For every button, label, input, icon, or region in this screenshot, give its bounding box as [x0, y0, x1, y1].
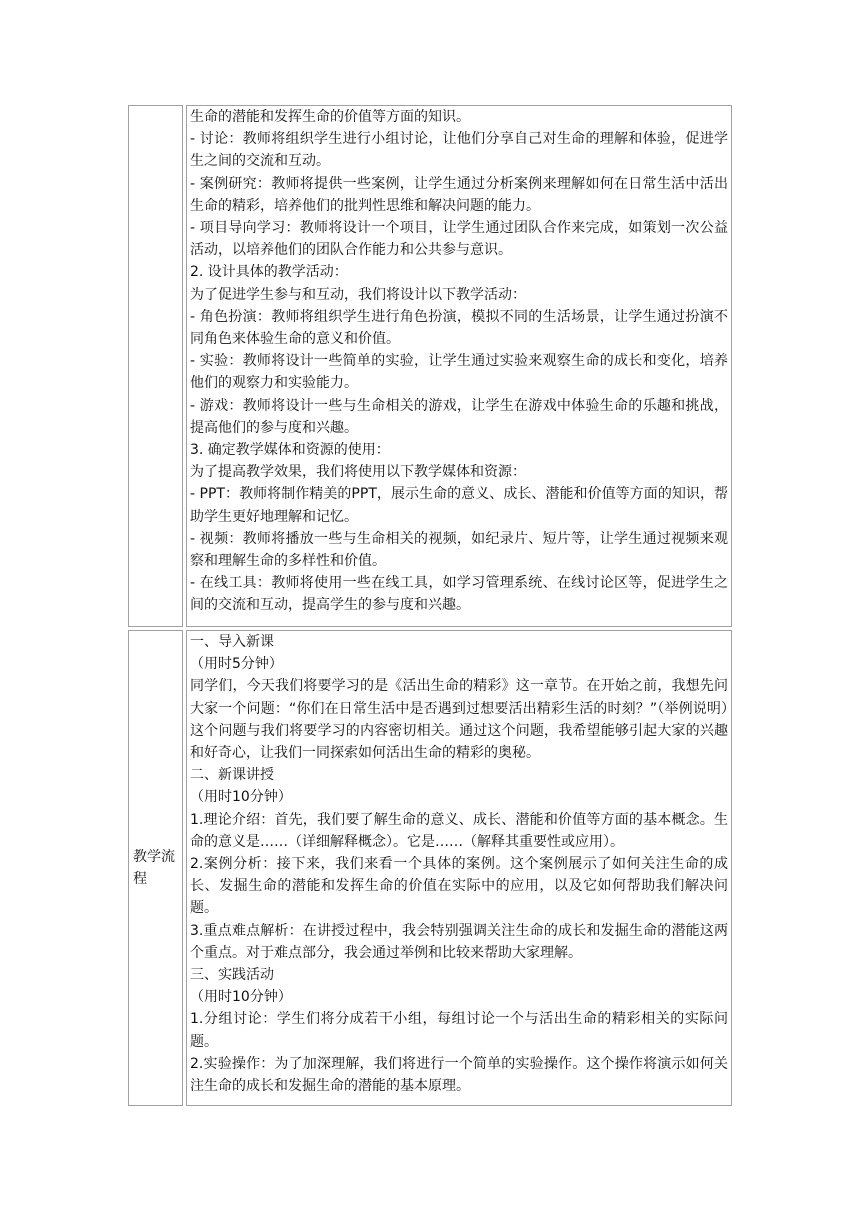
paragraph: 一、导入新课 [190, 634, 274, 650]
table-row-teaching-process [128, 630, 732, 1106]
paragraph: （用时10分钟） [190, 989, 292, 1006]
paragraph: 3. 确定教学媒体和资源的使用： [190, 442, 390, 459]
row-content-cell [186, 105, 732, 627]
paragraph: 1.分组讨论：学生们将分成若干小组，每组讨论一个与活出生命的精彩相关的实际问题。 [190, 1011, 728, 1050]
row-content-cell [186, 630, 732, 1106]
row-label-cell [128, 105, 183, 627]
paragraph: 同学们，今天我们将要学习的是《活出生命的精彩》这一章节。在开始之前，我想先问大家一个问题：“你们在日常生活中是否遇到过想要活出精彩生活的时刻？”（举例说明）这个问题与我们将要学习的内容密切相关。通过这个问题，我希望能够引起大家的兴趣和好奇心，让我们一同探索如何活出生命的精彩的奥秘。 [190, 678, 728, 762]
paragraph: - 实验：教师将设计一些简单的实验，让学生通过实验来观察生命的成长和变化，培养他们的观察力和实验能力。 [190, 353, 728, 392]
paragraph: - 在线工具：教师将使用一些在线工具，如学习管理系统、在线讨论区等，促进学生之间的交流和互动，提高学生的参与度和兴趣。 [190, 575, 728, 614]
paragraph: - 案例研究：教师将提供一些案例，让学生通过分析案例来理解如何在日常生活中活出生命的精彩，培养他们的批判性思维和解决问题的能力。 [190, 175, 728, 214]
paragraph: 为了提高教学效果，我们将使用以下教学媒体和资源： [190, 464, 526, 481]
paragraph: - 讨论：教师将组织学生进行小组讨论，让他们分享自己对生命的理解和体验，促进学生之间的交流和互动。 [190, 131, 728, 170]
paragraph: - 视频：教师将播放一些与生命相关的视频，如纪录片、短片等，让学生通过视频来观察和理解生命的多样性和价值。 [190, 530, 728, 570]
paragraph: - 游戏：教师将设计一些与生命相关的游戏，让学生在游戏中体验生命的乐趣和挑战，提高他们的参与度和兴趣。 [190, 397, 728, 436]
paragraph: （用时5分钟） [190, 656, 283, 673]
paragraph: 2.案例分析：接下来，我们来看一个具体的案例。这个案例展示了如何关注生命的成长、发掘生命的潜能和发挥生命的价值在实际中的应用，以及它如何帮助我们解决问题。 [190, 856, 728, 917]
paragraph: - 角色扮演：教师将组织学生进行角色扮演，模拟不同的生活场景，让学生通过扮演不同角色来体验生命的意义和价值。 [190, 308, 728, 348]
paragraph: - PPT：教师将制作精美的PPT，展示生命的意义、成长、潜能和价值等方面的知识，帮助学生更好地理解和记忆。 [190, 486, 728, 525]
paragraph: 二、新课讲授 [190, 767, 274, 784]
paragraph: 三、实践活动 [190, 967, 274, 984]
row-label-cell [128, 630, 183, 1106]
paragraph: （用时10分钟） [190, 789, 292, 806]
paragraph: 生命的潜能和发挥生命的价值等方面的知识。 [190, 109, 470, 125]
paragraph: - 项目导向学习：教师将设计一个项目，让学生通过团队合作来完成，如策划一次公益活动，以培养他们的团队合作能力和公共参与意识。 [190, 220, 728, 259]
paragraph: 3.重点难点解析：在讲授过程中，我会特别强调关注生命的成长和发掘生命的潜能这两个重点。对于难点部分，我会通过举例和比较来帮助大家理解。 [190, 922, 728, 961]
paragraph: 2.实验操作：为了加深理解，我们将进行一个简单的实验操作。这个操作将演示如何关注生命的成长和发掘生命的潜能的基本原理。 [190, 1055, 728, 1095]
row-label: 教学流程 [133, 849, 175, 887]
paragraph: 为了促进学生参与和互动，我们将设计以下教学活动： [190, 286, 526, 303]
paragraph: 1.理论介绍：首先，我们要了解生命的意义、成长、潜能和价值等方面的基本概念。生命的意义是……（详细解释概念）。它是……（解释其重要性或应用）。 [190, 811, 728, 850]
table-row-activities [128, 105, 732, 627]
paragraph: 2. 设计具体的教学活动： [190, 264, 348, 281]
